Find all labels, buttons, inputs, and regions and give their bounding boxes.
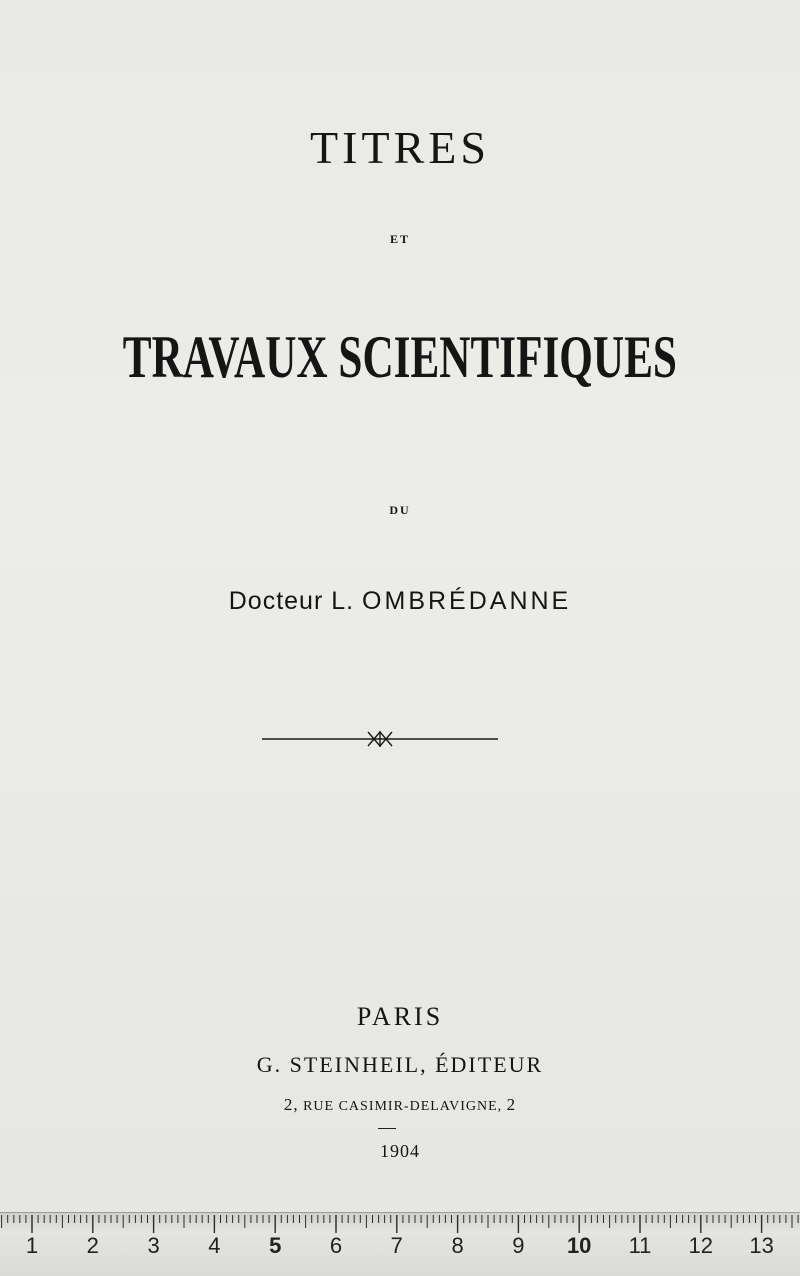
preposition-text: DU <box>389 503 411 517</box>
ruler-label-2: 2 <box>86 1233 99 1258</box>
year-rule <box>378 1128 396 1129</box>
page-title: TITRES <box>310 122 490 173</box>
publication-year: 1904 <box>380 1141 420 1161</box>
ruler-label-3: 3 <box>147 1233 160 1258</box>
address-prefix: 2, <box>283 1095 299 1114</box>
ruler-label-1: 1 <box>25 1233 39 1258</box>
ruler-label-4: 4 <box>208 1233 221 1258</box>
author-name: OMBRÉDANNE <box>362 587 572 615</box>
address-suffix: 2 <box>506 1095 517 1114</box>
author-title: Docteur L. <box>228 587 355 615</box>
page-subtitle <box>0 316 800 398</box>
ornament-divider <box>262 729 498 749</box>
ruler-label-11: 11 <box>628 1233 652 1258</box>
address-street: RUE CASIMIR-DELAVIGNE, <box>303 1099 503 1114</box>
publisher-name: G. STEINHEIL, ÉDITEUR <box>256 1052 544 1077</box>
ruler-label-6: 6 <box>329 1233 343 1258</box>
ruler-label-9: 9 <box>512 1233 525 1258</box>
ruler-label-12: 12 <box>688 1233 714 1258</box>
ruler-label-13: 13 <box>749 1233 774 1258</box>
ruler-label-7: 7 <box>390 1233 403 1258</box>
conjunction-text: ET <box>389 232 410 246</box>
author-line <box>0 584 800 618</box>
ruler-label-10: 10 <box>566 1233 592 1258</box>
publisher-address <box>0 1094 800 1118</box>
publication-city: PARIS <box>356 1002 444 1031</box>
ruler-label-5: 5 <box>269 1233 282 1258</box>
page-subtitle-text: TRAVAUX SCIENTIFIQUES <box>122 324 678 390</box>
ruler-label-8: 8 <box>451 1233 464 1258</box>
